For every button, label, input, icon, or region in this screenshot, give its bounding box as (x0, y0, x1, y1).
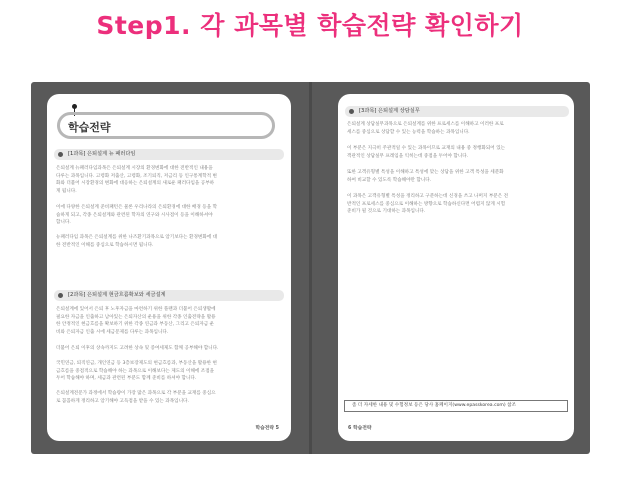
section-heading-text: [2과목] 은퇴설계 현금흐름확보와 세금설계 (68, 292, 166, 298)
page-footer: 6 학습전략 (348, 426, 372, 431)
left-page (47, 94, 291, 441)
bullet-icon (58, 293, 63, 298)
paragraph: 또한 고객유형별 특성을 이해하고 특성에 맞는 상담을 위한 고객 특성을 세분화 하여 비교할 수 있도록 학습해야만 합니다. (347, 170, 504, 183)
paragraph: 이 과목은 고객유형별 특성을 정리하고 구분하는데 신경을 쓰고 나머지 부분은 전 반적인 프로세스를 중심으로 이해하는 방향으로 학습하신다면 어렵지 않게 시험 준비가 될 것으로 기대하는 과목입니다. (347, 194, 509, 215)
bullet-icon (349, 109, 354, 114)
paragraph: 은퇴설계 뉴패러다임과목은 은퇴설계 시장의 환경변화에 대한 전반적인 내용을 다루는 과목입니다. 고령화 저출산, 고령화, 조기퇴직, 저금리 등 인구통계학적 변 화와 더불어 시장환경의 변화에 대응하는 은퇴설계의 새로운 패러다임을 공부하 게 됩니다. (56, 166, 217, 194)
right-page (338, 94, 574, 441)
pin-icon (72, 104, 77, 109)
book-fold (309, 82, 312, 454)
book-spread (31, 82, 590, 454)
paragraph: 은퇴설계전문가 과정에서 학습량이 가장 많은 과목으로 각 부분을 교재를 중심으 로 꼼꼼하게 정리하고 암기해야 고득점을 받을 수 있는 과목입니다. (56, 391, 216, 404)
section-heading-1 (54, 149, 284, 160)
paragraph: 이에 다양한 은퇴설계 준비패턴은 물론 우리나라의 은퇴환경에 대한 배경 등을 학 습하게 되고, 각종 은퇴설계와 관련된 학자의 연구와 시사점이 등을 이해하셔야 합니다. (56, 205, 218, 226)
paragraph: 국민연금, 퇴직연금, 개인연금 등 3층보장제도의 현금흐름과, 부동산을 활용한 현 금흐름을 중점적으로 학습해야 하는 과목으로 이해보다는 제도의 이해에 조점을 두어 학습해야 하며, 세금과 관련된 부분도 함께 준비를 하셔야 합니다. (56, 361, 217, 382)
reference-note: 좀 더 자세한 내용 및 수험정보 등은 당사 홈페이지(www.epasskorea.com) 참조 (344, 400, 568, 412)
page-headline: Step1. 각 과목별 학습전략 확인하기 (96, 11, 524, 40)
paragraph: 뉴패러다임 과목은 은퇴설계를 위한 나즈환기과목으로 암기보다는 환경변화에 대 한 전반적인 이해를 중심으로 학습하시면 됩니다. (56, 235, 218, 248)
paragraph: 이 부분은 지극히 주관적일 수 있는 과목이므로 교재의 내용 중 정행화되어 있는 객관적인 상담실무 프레임을 익히는데 중점을 두어야 합니다. (347, 146, 506, 159)
paragraph: 은퇴설계에 있어서 은퇴 후 노후자금을 마련하기 위한 플랜과 더불어 은퇴생활에 필요한 자금을 인출하고 남아있는 은퇴자산의 운용을 위한 각종 인출전략을 활용 한 안정적인 현금흐름을 확보하기 위한 각종 연금과 부동산, 그리고 은퇴자금 운 비와 은퇴자금 인출 시에 세금문제를 다루는 과목입니다. (56, 307, 216, 335)
section-heading-3 (345, 106, 569, 117)
page-footer: 학습전략 5 (255, 426, 279, 431)
title-box (57, 112, 275, 139)
paragraph: 더불어 은퇴 이후의 상속까지도 고려한 상속 및 증여세제도 함께 공부해야 합니다. (56, 346, 219, 351)
section-heading-text: [3과목] 은퇴설계 상담실무 (359, 108, 420, 114)
section-heading-text: [1과목] 은퇴설계 뉴 패러다임 (68, 151, 136, 157)
paragraph: 은퇴설계 상담실무과목으로 은퇴설계를 위한 프로세스를 이해하고 이러한 프로 세스를 중심으로 상담할 수 있는 능력을 학습하는 과목입니다. (347, 122, 504, 135)
bullet-icon (58, 152, 63, 157)
section-heading-2 (54, 290, 284, 301)
page-title: 학습전략 (68, 121, 111, 134)
